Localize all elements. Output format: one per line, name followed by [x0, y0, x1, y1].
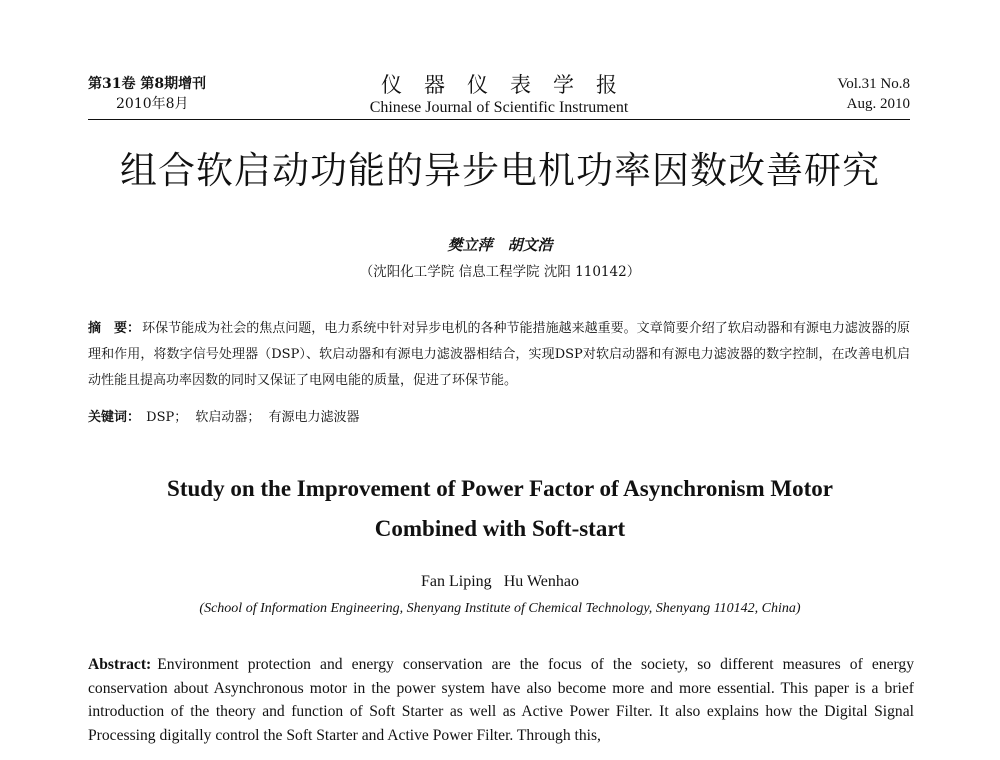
running-header — [88, 72, 910, 120]
keyword-3: 有源电力滤波器 — [268, 410, 360, 425]
abstract-cn-label: 摘 要： — [88, 321, 141, 336]
header-right — [837, 74, 910, 114]
keyword-1: DSP； — [146, 410, 188, 425]
journal-name-en: Chinese Journal of Scientific Instrument — [369, 99, 629, 116]
abstract-cn-text: 环保节能成为社会的焦点问题，电力系统中针对异步电机的各种节能措施越来越重要。文章简要介绍了软启动器和有源电力滤波器的原理和作用，将数字信号处理器（DSP）、软启动器和有源电力滤波器相结合，实现DSP对软启动器和有源电力滤波器的数字控制，在改善电机启动性能且提高功率因数的同时又保证了电网电能的质量，促进了环保节能。 — [88, 321, 910, 388]
paper-title-en — [0, 469, 1000, 549]
authors-cn: 樊立萍 胡文浩 — [447, 236, 553, 254]
date-cn: 2010年8月 — [116, 96, 189, 112]
paper-title-en-line2: Combined with Soft-start — [374, 516, 626, 541]
authors-en — [0, 570, 1000, 594]
affiliation-en: (School of Information Engineering, Shenyang Institute of Chemical Technology, Shenyang 110142, China) — [199, 601, 801, 616]
abstract-en — [88, 653, 914, 747]
volume-issue-en: Vol.31 No.8 — [837, 76, 910, 92]
keywords-cn — [88, 406, 910, 430]
affiliation-cn: （沈阳化工学院 信息工程学院 沈阳 110142） — [359, 264, 641, 280]
author-en-1: Fan Liping — [421, 573, 492, 590]
date-en: Aug. 2010 — [846, 96, 910, 112]
abstract-cn — [88, 316, 910, 394]
volume-issue-cn: 第31卷 第8期增刊 — [88, 76, 207, 92]
author-en-2: Hu Wenhao — [503, 573, 579, 590]
abstract-en-text: Environment protection and energy conservation are the focus of the society, so different measures of energy conservation about Asynchronous motor in the power system have also become more and more essential. This paper is a brief introduction of the theory and function of Soft Starter as well as Active Power Filter. It also explains how the Digital Signal Processing digitally control the Soft Starter and Active Power Filter. Through this, — [88, 656, 914, 744]
header-center — [324, 72, 674, 118]
keywords-cn-label: 关键词： — [88, 410, 141, 425]
journal-name-cn: 仪器仪表学报 — [381, 73, 639, 97]
paper-title-en-line1: Study on the Improvement of Power Factor of Asynchronism Motor — [167, 476, 833, 501]
paper-title-cn: 组合软启动功能的异步电机功率因数改善研究 — [120, 149, 880, 192]
header-left — [88, 74, 206, 114]
header-rule — [88, 119, 910, 120]
abstract-en-label: Abstract: — [88, 656, 152, 673]
keyword-2: 软启动器； — [195, 410, 261, 425]
